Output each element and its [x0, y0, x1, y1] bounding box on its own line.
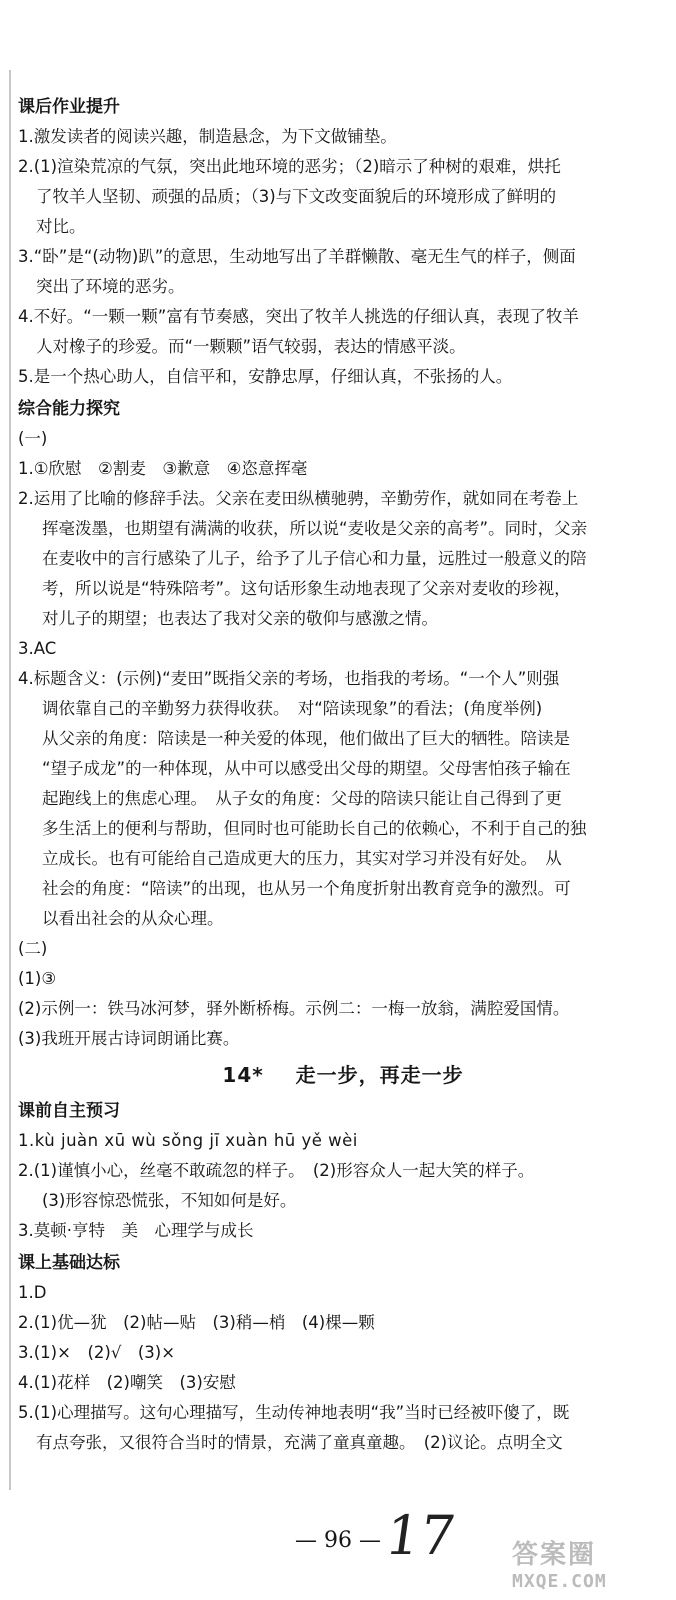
lesson-number: 14* — [222, 1063, 264, 1087]
answer-line: 1.①欣慰 ②割麦 ③歉意 ④恣意挥毫 — [18, 459, 308, 478]
answer-line: (3)我班开展古诗词朗诵比赛。 — [18, 1029, 240, 1048]
part-label: (一) — [18, 429, 48, 448]
watermark-text-cn: 答案圈 — [512, 1540, 597, 1570]
answer-line: 3.莫顿·亨特 美 心理学与成长 — [18, 1221, 254, 1240]
heading-homework: 课后作业提升 — [18, 97, 120, 117]
answer-line: 突出了环境的恶劣。 — [36, 277, 185, 296]
answer-line: 2.(1)优—犹 (2)帖—贴 (3)稍—梢 (4)棵—颗 — [18, 1313, 375, 1332]
answer-line: 人对橡子的珍爱。而“一颗颗”语气较弱，表达的情感平淡。 — [36, 337, 466, 356]
pinyin-line: 1.kù juàn xū wù sǒng jī xuàn hū yě wèi — [18, 1131, 358, 1150]
answer-line: 起跑线上的焦虑心理。 从子女的角度：父母的陪读只能让自己得到了更 — [42, 789, 562, 808]
answer-content — [18, 90, 668, 1458]
page-number: — 96 — — [295, 1528, 381, 1553]
answer-line: 了牧羊人坚韧、顽强的品质；（3)与下文改变面貌后的环境形成了鲜明的 — [36, 187, 557, 206]
answer-line: 3.(1)× (2)√ (3)× — [18, 1343, 176, 1362]
answer-line: 3.“卧”是“(动物)趴”的意思，生动地写出了羊群懒散、毫无生气的样子，侧面 — [18, 247, 576, 266]
answer-line: 在麦收中的言行感染了儿子，给予了儿子信心和力量，远胜过一般意义的陪 — [42, 549, 587, 568]
answer-line: 4.不好。“一颗一颗”富有节奏感，突出了牧羊人挑选的仔细认真，表现了牧羊 — [18, 307, 579, 326]
handwritten-number: 17 — [381, 1504, 460, 1567]
answer-line: 对比。 — [36, 217, 86, 236]
answer-line: 2.运用了比喻的修辞手法。父亲在麦田纵横驰骋，辛勤劳作，就如同在考卷上 — [18, 489, 579, 508]
answer-line: 调依靠自己的辛勤努力获得收获。 对“陪读现象”的看法；(角度举例) — [42, 699, 543, 718]
answer-line: 多生活上的便利与帮助，但同时也可能助长自己的依赖心，不利于自己的独 — [42, 819, 587, 838]
answer-line: 以看出社会的从众心理。 — [42, 909, 224, 928]
answer-line: 2.(1)谨慎小心，丝毫不敢疏忽的样子。 (2)形容众人一起大笑的样子。 — [18, 1161, 535, 1180]
answer-line: 从父亲的角度：陪读是一种关爱的体现，他们做出了巨大的牺牲。陪读是 — [42, 729, 570, 748]
answer-line: 考，所以说是“特殊陪考”。这句话形象生动地表现了父亲对麦收的珍视， — [42, 579, 571, 598]
part-label: (二) — [18, 939, 48, 958]
answer-line: (3)形容惊恐慌张，不知如何是好。 — [42, 1191, 297, 1210]
answer-line: 1.D — [18, 1283, 47, 1302]
heading-comprehensive: 综合能力探究 — [18, 399, 120, 419]
answer-line: 1.激发读者的阅读兴趣，制造悬念，为下文做铺垫。 — [18, 127, 397, 146]
watermark-text-en: MXQE.COM — [512, 1571, 607, 1592]
binding-margin-line — [9, 70, 11, 1490]
answer-line: 对儿子的期望；也表达了我对父亲的敬仰与感激之情。 — [42, 609, 438, 628]
answer-line: 4.标题含义：(示例)“麦田”既指父亲的考场，也指我的考场。“一个人”则强 — [18, 669, 560, 688]
answer-line: “望子成龙”的一种体现，从中可以感受出父母的期望。父母害怕孩子输在 — [42, 759, 571, 778]
heading-in-class: 课上基础达标 — [18, 1253, 120, 1273]
answer-line: 社会的角度：“陪读”的出现，也从另一个角度折射出教育竞争的激烈。可 — [42, 879, 571, 898]
lesson-title — [18, 1060, 668, 1090]
lesson-name: 走一步，再走一步 — [295, 1063, 464, 1087]
answer-line: 立成长。也有可能给自己造成更大的压力，其实对学习并没有好处。 从 — [42, 849, 562, 868]
answer-line: 2.(1)渲染荒凉的气氛，突出此地环境的恶劣；（2)暗示了种树的艰难，烘托 — [18, 157, 561, 176]
watermark-logo — [512, 1534, 662, 1594]
answer-line: (1)③ — [18, 969, 57, 988]
answer-line: (2)示例一：铁马冰河梦，驿外断桥梅。示例二：一梅一放翁，满腔爱国情。 — [18, 999, 570, 1018]
heading-preview: 课前自主预习 — [18, 1101, 120, 1121]
answer-line: 5.是一个热心助人，自信平和，安静忠厚，仔细认真，不张扬的人。 — [18, 367, 513, 386]
answer-line: 挥毫泼墨，也期望有满满的收获，所以说“麦收是父亲的高考”。同时，父亲 — [42, 519, 588, 538]
answer-line: 3.AC — [18, 639, 57, 658]
answer-line: 4.(1)花样 (2)嘲笑 (3)安慰 — [18, 1373, 236, 1392]
answer-line: 有点夸张，又很符合当时的情景，充满了童真童趣。 (2)议论。点明全文 — [36, 1433, 563, 1452]
answer-line: 5.(1)心理描写。这句心理描写，生动传神地表明“我”当时已经被吓傻了，既 — [18, 1403, 570, 1422]
